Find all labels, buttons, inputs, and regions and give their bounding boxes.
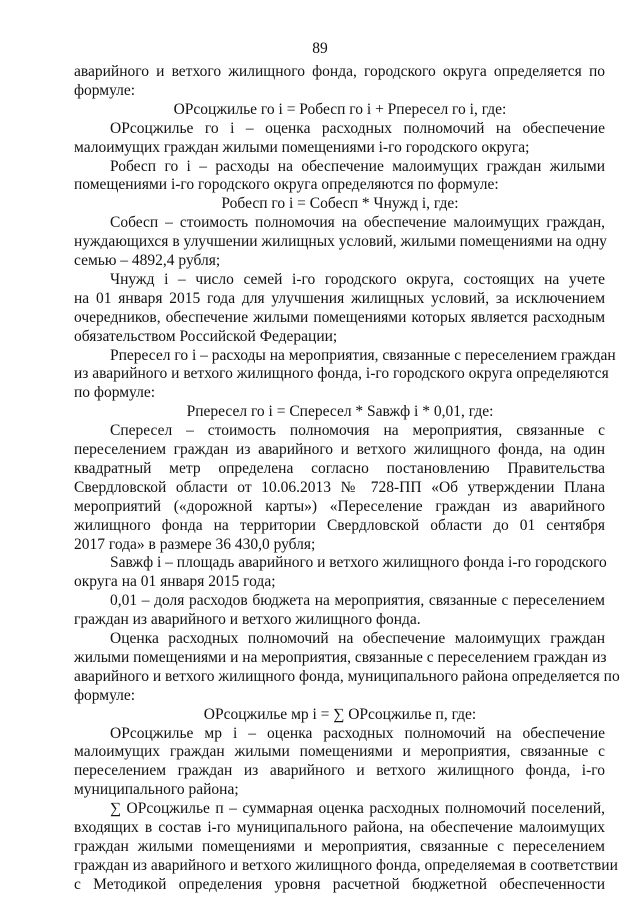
text-line: малоимущих граждан жилыми помещениями и мероприятия, связанные с: [74, 743, 605, 761]
text-line: Робесп го i – расходы на обеспечение малоимущих граждан жилыми: [110, 157, 605, 175]
text-line: переселением граждан из аварийного и ветхого жилищного фонда, i-го: [74, 762, 605, 780]
text-line: Sавжф i – площадь аварийного и ветхого жилищного фонда i-го городского: [110, 554, 607, 572]
text-line: мероприятий («дорожной карты») «Переселение граждан из аварийного: [74, 497, 605, 515]
text-line: Оценка расходных полномочий на обеспечение малоимущих граждан: [110, 630, 605, 647]
text-line: формуле:: [74, 686, 136, 704]
text-line: Рпересел го i – расходы на мероприятия, связанные с переселением граждан: [110, 346, 616, 364]
formula-line: ОРсоцжилье мр i = ∑ ОРсоцжилье п, где:: [203, 705, 477, 723]
text-line: муниципального района;: [74, 781, 239, 799]
text-line: нуждающихся в улучшении жилищных условий, жилыми помещениями на одну: [74, 233, 607, 251]
text-line: из аварийного и ветхого жилищного фонда, i-го городского округа определяются: [74, 365, 609, 383]
text-line: квадратный метр определена согласно постановлению Правительства: [74, 459, 605, 477]
text-line: ∑ ОРсоцжилье п – суммарная оценка расходных полномочий поселений,: [110, 800, 605, 818]
text-line: на 01 января 2015 года для улучшения жилищных условий, за исключением: [74, 289, 605, 307]
formula-line: Рпересел го i = Спересел * Sавжф i * 0,01, где:: [186, 403, 494, 421]
text-line: граждан из аварийного и ветхого жилищного фонда.: [74, 611, 421, 629]
text-line: аварийного и ветхого жилищного фонда, городского округа определяется по: [74, 63, 605, 80]
text-line: переселением граждан из аварийного и ветхого жилищного фонда, на один: [74, 441, 605, 458]
text-line: Чнужд i – число семей i-го городского округа, состоящих на учете: [110, 270, 605, 288]
text-line: входящих в состав i-го муниципального района, на обеспечение малоимущих: [74, 819, 605, 836]
formula-line: ОРсоцжилье го i = Робесп го i + Рпересел го i, где:: [173, 100, 507, 118]
page-number: 89: [312, 40, 328, 57]
text-line: жилыми помещениями и на мероприятия, связанные с переселением граждан из: [74, 648, 607, 666]
text-line: 0,01 – доля расходов бюджета на мероприятия, связанные с переселением: [110, 592, 605, 610]
text-line: 2017 года» в размере 36 430,0 рубля;: [74, 535, 316, 553]
text-line: малоимущих граждан жилыми помещениями i-го городского округа;: [74, 138, 530, 156]
text-line: с Методикой определения уровня расчетной бюджетной обеспеченности: [74, 875, 605, 893]
text-line: Спересел – стоимость полномочия на мероприятия, связанные с: [110, 422, 605, 440]
formula-line: Робесп го i = Собесп * Чнужд i, где:: [221, 195, 459, 213]
text-line: граждан из аварийного и ветхого жилищного фонда, определяемая в соответствии: [74, 856, 618, 874]
text-line: обязательством Российской Федерации;: [74, 327, 338, 345]
text-line: округа на 01 января 2015 года;: [74, 573, 276, 591]
text-line: Собесп – стоимость полномочия на обеспечение малоимущих граждан,: [110, 214, 605, 232]
text-line: аварийного и ветхого жилищного фонда, муниципального района определяется по: [74, 667, 620, 685]
text-line: ОРсоцжилье го i – оценка расходных полномочий на обеспечение: [110, 119, 605, 137]
text-line: семью – 4892,4 рубля;: [74, 252, 221, 269]
text-line: граждан жилыми помещениями и мероприятия, связанные с переселением: [74, 837, 605, 855]
text-line: формуле:: [74, 81, 136, 99]
text-line: Свердловской области от 10.06.2013 № 728-ПП «Об утверждении Плана: [74, 478, 605, 496]
text-line: ОРсоцжилье мр i – оценка расходных полномочий на обеспечение: [110, 724, 605, 742]
text-line: помещениями i-го городского округа определяются по формуле:: [74, 176, 499, 194]
text-line: жилищного фонда на территории Свердловской области до 01 сентября: [74, 516, 605, 534]
text-line: по формуле:: [74, 384, 156, 402]
text-line: очередников, обеспечение жилыми помещениями которых является расходным: [74, 308, 605, 326]
